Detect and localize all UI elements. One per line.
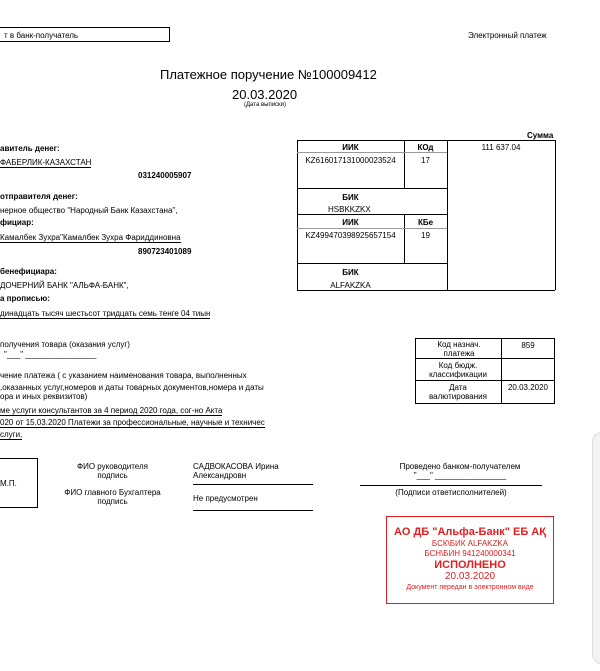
- beneficiary-bank-name: ДОЧЕРНИЙ БАНК "АЛЬФА-БАНК",: [0, 281, 129, 290]
- stamp-bik: БСК\БИК ALFAKZKA: [431, 539, 509, 548]
- amount-value: 111 637.04: [481, 143, 521, 152]
- grid-line: [297, 263, 447, 264]
- sender-label: авитель денег:: [0, 144, 60, 153]
- accountant-sign-line: [193, 510, 313, 511]
- bank-recipient-text: т в банк-получатель: [4, 31, 79, 40]
- beneficiary-kbe-label: КБе: [417, 218, 434, 227]
- sender-id: 031240005907: [138, 171, 192, 180]
- beneficiary-id: 890723401089: [138, 247, 192, 256]
- grid-line: [447, 140, 448, 290]
- purpose-line-1: ме услуги консультантов за 4 период 2020 года, сог-но Акта: [0, 406, 223, 415]
- head-sign-line: [193, 484, 313, 485]
- stamp-note: Документ передан в электронном виде: [406, 584, 534, 591]
- grid-line: [415, 358, 555, 359]
- head-label-1: ФИО руководителя: [76, 462, 148, 471]
- beneficiary-kbe: 19: [421, 231, 430, 240]
- side-scroll-panel[interactable]: [592, 432, 600, 664]
- grid-line: [297, 290, 555, 291]
- grid-line: [297, 188, 447, 189]
- bank-stamp: [386, 516, 554, 604]
- purpose-code: 859: [521, 341, 535, 350]
- purpose-code-label: Код назнач. платежа: [437, 340, 481, 358]
- stamp-date: 20.03.2020: [444, 571, 496, 582]
- stamp-bin: БСН\БИН 941240000341: [424, 549, 516, 558]
- amount-label: Сумма: [527, 131, 554, 140]
- stamp-status: ИСПОЛНЕНО: [434, 559, 506, 571]
- amount-words: динадцать тысяч шестьсот тридцать семь тенге 04 тиын: [0, 309, 211, 318]
- grid-line: [415, 380, 555, 381]
- sender-bank-label: отправителя денег:: [0, 192, 78, 201]
- purpose-label-1: чение платежа ( с указанием наименования товара, выполненных: [0, 371, 247, 380]
- sender-bik: HSBKKZKX: [328, 205, 371, 214]
- beneficiary-bik-label: БИК: [342, 268, 359, 277]
- delivery-label: получения товара (оказания услуг): [0, 340, 130, 349]
- head-name-1: САДВОКАСОВА Ирина: [193, 462, 279, 471]
- beneficiary-bik: ALFAKZKA: [330, 281, 371, 290]
- accountant-label-1: ФИО главного Бухгалтера: [64, 488, 161, 497]
- grid-line: [297, 140, 555, 141]
- budget-code-label: Код бюдж. классификации: [429, 361, 487, 379]
- beneficiary-iik-label: ИИК: [342, 218, 359, 227]
- head-label-2: подпись: [97, 471, 128, 480]
- bank-processed-date: "___" ________________: [413, 471, 507, 480]
- head-name-2: Александровн: [193, 471, 247, 480]
- purpose-line-3: слуги,: [0, 430, 23, 439]
- accountant-label-2: подпись: [97, 497, 128, 506]
- purpose-label-2: ,оказанных услуг,номеров и даты товарных документов,номера и даты: [0, 383, 264, 392]
- executor-signature-caption: (Подписи ответисполнителей): [395, 488, 507, 497]
- delivery-date: "___" ________________: [4, 350, 97, 359]
- beneficiary-iik: KZ499470398925657154: [305, 231, 396, 240]
- document-date: 20.03.2020: [232, 87, 298, 102]
- executor-sign-line: [360, 485, 542, 486]
- purpose-label-3: ора и иных реквизитов): [0, 392, 88, 401]
- sender-kod-label: КОд: [417, 143, 434, 152]
- electronic-payment-label: Электронный платеж: [468, 31, 547, 40]
- amount-words-label: а прописью:: [0, 294, 50, 303]
- stamp-bank-name: АО ДБ "Альфа-Банк" ЕБ АҚ: [394, 526, 546, 538]
- sender-name: ФАБЕРЛИК-КАЗАХСТАН: [0, 158, 92, 167]
- sender-iik-label: ИИК: [342, 143, 359, 152]
- beneficiary-label: фициар:: [0, 218, 34, 227]
- accountant-name: Не предусмотрен: [193, 494, 258, 503]
- document-title: Платежное поручение №100009412: [160, 67, 377, 82]
- grid-line: [555, 140, 556, 290]
- value-date-label: Дата валютирования: [429, 383, 487, 401]
- document-date-caption: (Дата выписки): [244, 102, 287, 108]
- purpose-line-2: 020 от 15.03.2020 Платежи за профессиональные, научные и техничес: [0, 418, 265, 427]
- seal-label: М.П.: [0, 479, 17, 488]
- sender-iik: KZ616017131000023524: [305, 156, 396, 165]
- grid-line: [297, 214, 447, 215]
- sender-bank-name: нерное общество "Народный Банк Казахстана",: [0, 206, 178, 215]
- value-date: 20.03.2020: [507, 383, 549, 392]
- beneficiary-name: Камалбек Зухра"Камалбек Зухра Фариддиновна: [0, 233, 181, 242]
- grid-line: [297, 152, 447, 153]
- beneficiary-bank-label: бенефициара:: [0, 267, 57, 276]
- grid-line: [297, 228, 447, 229]
- sender-bik-label: БИК: [342, 193, 359, 202]
- sender-kod: 17: [421, 156, 430, 165]
- bank-processed-label: Проведено банком-получателем: [399, 462, 521, 471]
